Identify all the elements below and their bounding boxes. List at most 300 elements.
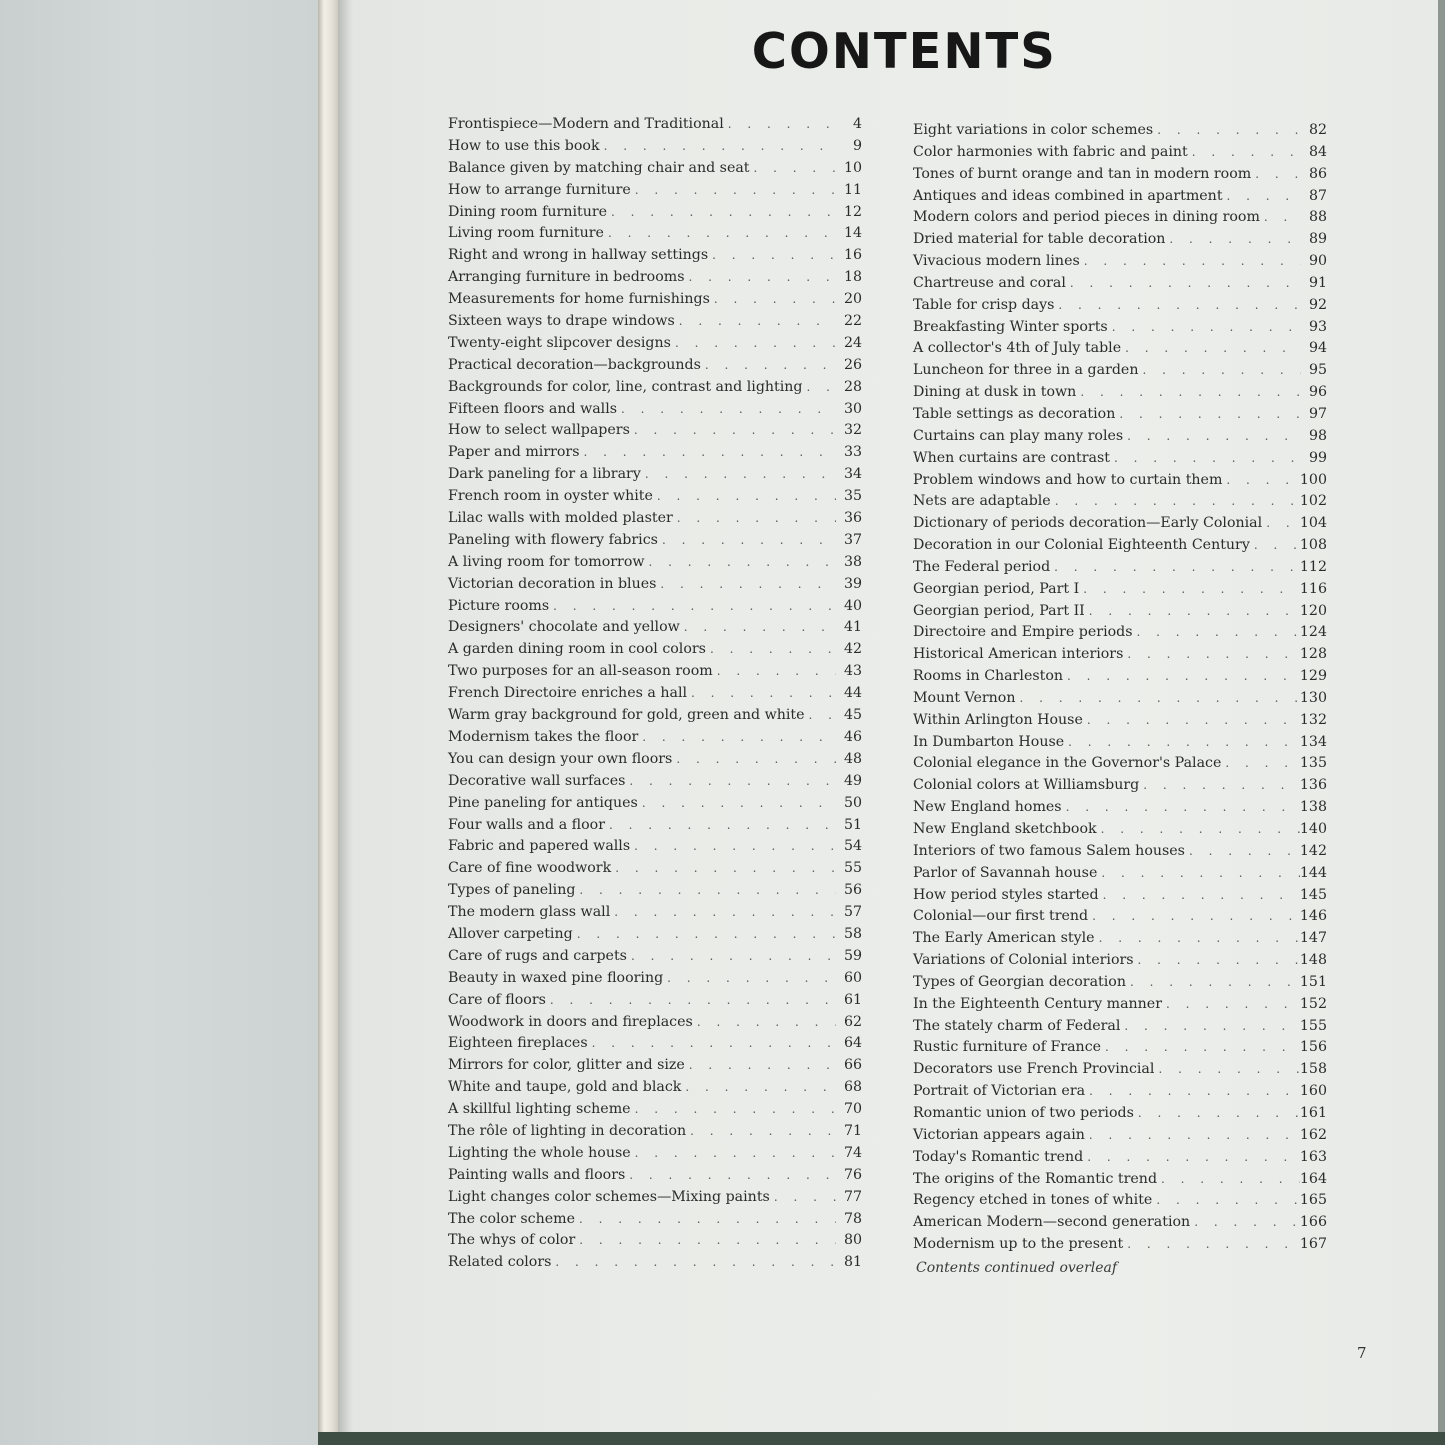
toc-entry	[448, 266, 862, 288]
toc-entry-title: Table for crisp days	[913, 296, 1055, 313]
dot-leader	[656, 573, 836, 595]
toc-entry-page-number: 136	[1299, 777, 1327, 794]
toc-entry-title: Antiques and ideas combined in apartment	[913, 187, 1223, 204]
dot-leader	[1123, 1233, 1300, 1255]
toc-entry	[913, 796, 1327, 818]
toc-entry-page-number: 58	[843, 925, 862, 942]
dot-leader	[673, 507, 836, 529]
toc-entry	[913, 1146, 1327, 1168]
toc-entry-title: Two purposes for an all-season room	[448, 663, 713, 680]
toc-entry	[913, 1058, 1327, 1080]
toc-entry-page-number: 92	[1308, 296, 1327, 313]
toc-entry-title: Eight variations in color schemes	[913, 122, 1154, 138]
toc-entry	[448, 748, 862, 770]
toc-entry-page-number: 70	[843, 1101, 862, 1118]
toc-entry-page-number: 94	[1308, 340, 1327, 357]
dot-leader	[1050, 556, 1300, 578]
toc-entry	[913, 840, 1327, 862]
dot-leader	[1066, 272, 1301, 294]
toc-entry-page-number: 140	[1299, 821, 1327, 837]
dot-leader	[1188, 141, 1301, 163]
toc-entry-page-number: 161	[1299, 1104, 1327, 1121]
toc-entry-page-number: 120	[1299, 602, 1327, 619]
dot-leader	[627, 945, 836, 967]
toc-entry-title: In the Eighteenth Century manner	[913, 995, 1162, 1012]
toc-entry-page-number: 32	[843, 422, 862, 439]
toc-entry-title: Vivacious modern lines	[913, 253, 1080, 270]
toc-entry-page-number: 61	[843, 991, 862, 1008]
toc-entry-title: Lighting the whole house	[448, 1144, 631, 1161]
toc-entry-title: Nets are adaptable	[913, 493, 1051, 510]
toc-entry	[448, 463, 862, 485]
toc-entry-title: Dining at dusk in town	[913, 384, 1077, 401]
dot-leader	[1133, 621, 1300, 643]
toc-entry	[913, 556, 1327, 578]
toc-entry-page-number: 80	[843, 1232, 862, 1249]
toc-entry	[448, 157, 862, 179]
toc-entry-page-number: 145	[1299, 886, 1327, 903]
dot-leader	[675, 310, 836, 332]
dot-leader	[625, 1164, 836, 1186]
dot-leader	[1064, 731, 1300, 753]
toc-entry-page-number: 142	[1299, 842, 1327, 859]
dot-leader	[653, 485, 836, 507]
toc-entry-title: Paper and mirrors	[448, 444, 580, 461]
dot-leader	[1063, 665, 1300, 687]
toc-entry-page-number: 74	[843, 1144, 862, 1161]
toc-entry	[448, 1098, 862, 1120]
dot-leader	[1051, 490, 1300, 512]
dot-leader	[631, 1098, 836, 1120]
toc-entry	[913, 993, 1327, 1015]
dot-leader	[1134, 949, 1300, 971]
toc-entry	[913, 490, 1327, 512]
toc-entry-page-number: 51	[843, 816, 862, 833]
toc-entry	[913, 709, 1327, 731]
toc-entry-page-number: 98	[1308, 427, 1327, 444]
dot-leader	[658, 529, 836, 551]
toc-entry-title: American Modern—second generation	[913, 1214, 1191, 1231]
toc-entry-page-number: 86	[1308, 165, 1327, 182]
toc-entry	[448, 923, 862, 945]
dot-leader	[1154, 1058, 1299, 1080]
toc-entry-title: Living room furniture	[448, 225, 604, 242]
dot-leader	[1157, 1168, 1300, 1190]
toc-entry-page-number: 43	[843, 663, 862, 680]
toc-entry-title: Victorian appears again	[913, 1126, 1085, 1143]
dot-leader	[1120, 1015, 1299, 1037]
toc-entry-page-number: 162	[1299, 1126, 1327, 1143]
toc-entry-title: Today's Romantic trend	[913, 1148, 1084, 1165]
toc-entry-page-number: 36	[843, 510, 862, 527]
toc-entry	[448, 485, 862, 507]
toc-entry	[448, 551, 862, 573]
toc-entry	[448, 1229, 862, 1251]
toc-entry-title: Colonial colors at Williamsburg	[913, 777, 1140, 794]
toc-entry-title: Types of Georgian decoration	[913, 973, 1126, 990]
dot-leader	[1062, 796, 1300, 818]
toc-entry	[913, 643, 1327, 665]
toc-entry	[913, 752, 1327, 774]
toc-entry-title: Colonial elegance in the Governor's Palace	[913, 755, 1222, 772]
toc-entry	[448, 222, 862, 244]
toc-entry-page-number: 87	[1308, 187, 1327, 204]
toc-entry	[913, 425, 1327, 447]
dot-leader	[1097, 862, 1300, 884]
dot-leader	[1110, 447, 1301, 469]
toc-entry-title: The modern glass wall	[448, 904, 611, 921]
toc-entry-page-number: 56	[843, 882, 862, 899]
toc-entry	[448, 1251, 862, 1273]
dot-leader	[750, 157, 836, 179]
dot-leader	[805, 704, 836, 726]
toc-entry	[913, 884, 1327, 906]
toc-entry-page-number: 62	[843, 1013, 862, 1030]
toc-entry	[913, 250, 1327, 272]
toc-entry	[913, 1015, 1327, 1037]
toc-entry	[448, 441, 862, 463]
toc-entry-title: Paneling with flowery fabrics	[448, 531, 658, 548]
dot-leader	[630, 419, 836, 441]
toc-entry-title: Problem windows and how to curtain them	[913, 471, 1223, 488]
toc-entry-title: Directoire and Empire periods	[913, 624, 1133, 641]
toc-entry-page-number: 97	[1308, 405, 1327, 422]
toc-entry-title: Allover carpeting	[448, 925, 573, 942]
toc-entry-title: New England sketchbook	[913, 821, 1097, 837]
dot-leader	[1223, 185, 1301, 207]
toc-entry-title: Color harmonies with fabric and paint	[913, 143, 1188, 160]
toc-entry	[913, 1124, 1327, 1146]
dot-leader	[1076, 381, 1301, 403]
dot-leader	[1251, 163, 1301, 185]
toc-entry-page-number: 60	[843, 969, 862, 986]
toc-entry-title: Regency etched in tones of white	[913, 1192, 1153, 1209]
toc-entry	[913, 185, 1327, 207]
dot-leader	[1054, 294, 1301, 316]
dot-leader	[663, 967, 836, 989]
left-page-blank	[0, 0, 318, 1445]
toc-entry-page-number: 64	[843, 1035, 862, 1052]
dot-leader	[1190, 1211, 1300, 1233]
dot-leader	[575, 879, 836, 901]
toc-entry	[913, 534, 1327, 556]
toc-entry-title: A living room for tomorrow	[448, 553, 645, 570]
toc-entry	[448, 310, 862, 332]
dot-leader	[680, 616, 836, 638]
dot-leader	[605, 814, 836, 836]
toc-entry-page-number: 132	[1299, 711, 1327, 728]
toc-entry-page-number: 18	[843, 269, 862, 286]
dot-leader	[713, 660, 836, 682]
toc-entry-title: The color scheme	[448, 1210, 575, 1227]
toc-entry-page-number: 59	[843, 947, 862, 964]
toc-entry-title: In Dumbarton House	[913, 733, 1065, 750]
toc-entry-page-number: 42	[843, 641, 862, 658]
toc-entry-page-number: 78	[843, 1210, 862, 1227]
toc-entry	[913, 228, 1327, 250]
toc-entry	[448, 1164, 862, 1186]
dot-leader	[1138, 359, 1301, 381]
toc-entry-page-number: 129	[1299, 668, 1327, 685]
toc-entry-title: Care of fine woodwork	[448, 860, 612, 877]
dot-leader	[607, 201, 836, 223]
toc-entry-page-number: 57	[843, 904, 862, 921]
toc-entry	[913, 359, 1327, 381]
toc-entry-title: Curtains can play many roles	[913, 427, 1124, 444]
toc-entry-title: How to arrange furniture	[448, 181, 631, 198]
toc-entry-title: When curtains are contrast	[913, 449, 1110, 466]
toc-entry	[448, 1032, 862, 1054]
toc-entry-title: White and taupe, gold and black	[448, 1079, 682, 1096]
toc-entry-page-number: 54	[843, 838, 862, 855]
toc-entry-page-number: 20	[843, 291, 862, 308]
toc-entry	[913, 862, 1327, 884]
dot-leader	[611, 857, 836, 879]
toc-entry-page-number: 164	[1299, 1170, 1327, 1187]
toc-entry	[913, 447, 1327, 469]
toc-entry-title: Dictionary of periods decoration—Early Colonial	[913, 515, 1263, 532]
toc-entry	[448, 770, 862, 792]
toc-entry-title: Variations of Colonial interiors	[913, 952, 1134, 969]
toc-entry-page-number: 48	[843, 750, 862, 767]
toc-entry-page-number: 10	[843, 159, 862, 176]
toc-entry-page-number: 134	[1299, 733, 1327, 750]
toc-entry-title: Related colors	[448, 1254, 552, 1271]
toc-entry-page-number: 44	[843, 685, 862, 702]
toc-entry	[913, 1102, 1327, 1124]
toc-entry	[448, 814, 862, 836]
toc-entry-page-number: 91	[1308, 274, 1327, 291]
dot-leader	[770, 1186, 836, 1208]
toc-entry	[448, 660, 862, 682]
toc-entry-page-number: 28	[843, 378, 862, 395]
toc-entry	[448, 376, 862, 398]
dot-leader	[1097, 818, 1300, 840]
toc-entry-title: Four walls and a floor	[448, 816, 605, 833]
toc-entry-title: Within Arlington House	[913, 711, 1083, 728]
toc-entry-title: Colonial—our first trend	[913, 908, 1089, 925]
toc-entry-page-number: 148	[1299, 952, 1327, 969]
toc-entry-page-number: 71	[843, 1122, 862, 1139]
toc-entry-title: Luncheon for three in a garden	[913, 362, 1139, 379]
toc-entry-page-number: 99	[1308, 449, 1327, 466]
toc-entry-page-number: 147	[1299, 930, 1327, 947]
toc-entry-title: Measurements for home furnishings	[448, 291, 710, 308]
toc-entry	[913, 927, 1327, 949]
toc-entry	[448, 638, 862, 660]
toc-entry	[913, 316, 1327, 338]
dot-leader	[579, 441, 836, 463]
toc-entry	[913, 1168, 1327, 1190]
toc-entry-title: Chartreuse and coral	[913, 274, 1066, 291]
toc-entry-title: Picture rooms	[448, 597, 550, 614]
toc-entry-page-number: 50	[843, 794, 862, 811]
dot-leader	[1123, 643, 1300, 665]
toc-entry-title: Modernism takes the floor	[448, 728, 639, 745]
toc-entry-page-number: 165	[1299, 1192, 1327, 1209]
toc-entry	[448, 354, 862, 376]
toc-entry-title: Rooms in Charleston	[913, 668, 1064, 685]
dot-leader	[1153, 119, 1301, 141]
toc-entry-page-number: 55	[843, 860, 862, 877]
toc-entry-title: A skillful lighting scheme	[448, 1101, 631, 1118]
dot-leader	[706, 638, 836, 660]
dot-leader	[1088, 905, 1300, 927]
toc-entry	[448, 1054, 862, 1076]
toc-entry	[913, 1189, 1327, 1211]
toc-entry-page-number: 167	[1299, 1236, 1327, 1253]
dot-leader	[1085, 1080, 1300, 1102]
toc-entry-page-number: 37	[843, 531, 862, 548]
dot-leader	[708, 244, 836, 266]
toc-entry-title: How to use this book	[448, 137, 600, 154]
toc-entry-title: The whys of color	[448, 1232, 576, 1249]
dot-leader	[710, 288, 836, 310]
dot-leader	[672, 748, 836, 770]
dot-leader	[1083, 709, 1300, 731]
book-cover-edge	[318, 1432, 1445, 1445]
toc-entry-page-number: 16	[843, 247, 862, 264]
toc-entry	[913, 1211, 1327, 1233]
toc-entry-title: Painting walls and floors	[448, 1166, 626, 1183]
toc-entry-page-number: 112	[1299, 558, 1327, 575]
toc-entry-page-number: 130	[1299, 689, 1327, 706]
dot-leader	[573, 923, 836, 945]
toc-entry-page-number: 108	[1299, 537, 1327, 554]
toc-entry-page-number: 93	[1308, 318, 1327, 335]
dot-leader	[1250, 534, 1300, 556]
toc-entry	[448, 288, 862, 310]
dot-leader	[1079, 578, 1300, 600]
toc-entry-title: Georgian period, Part II	[913, 602, 1085, 619]
toc-entry-page-number: 39	[843, 575, 862, 592]
dot-leader	[625, 770, 836, 792]
toc-entry-page-number: 11	[843, 181, 862, 198]
dot-leader	[1095, 927, 1300, 949]
dot-leader	[1115, 403, 1301, 425]
toc-entry-page-number: 124	[1299, 624, 1327, 641]
toc-entry-title: Georgian period, Part I	[913, 580, 1080, 597]
toc-entry-page-number: 152	[1299, 995, 1327, 1012]
toc-entry-title: Tones of burnt orange and tan in modern room	[913, 165, 1252, 182]
toc-entry-title: How to select wallpapers	[448, 422, 630, 439]
toc-entry	[913, 665, 1327, 687]
toc-entry-title: Pine paneling for antiques	[448, 794, 638, 811]
toc-entry-page-number: 30	[843, 400, 862, 417]
dot-leader	[1016, 687, 1300, 709]
toc-entry-title: Table settings as decoration	[913, 405, 1116, 422]
toc-entry-title: Practical decoration—backgrounds	[448, 356, 701, 373]
toc-entry	[448, 419, 862, 441]
dot-leader	[631, 1142, 836, 1164]
toc-entry	[448, 179, 862, 201]
dot-leader	[1080, 250, 1301, 272]
toc-entry-title: Modern colors and period pieces in dining room	[913, 209, 1260, 226]
toc-entry	[913, 163, 1327, 185]
toc-entry-page-number: 104	[1299, 515, 1327, 532]
toc-entry-page-number: 45	[843, 707, 862, 724]
toc-entry	[913, 971, 1327, 993]
toc-entry	[448, 201, 862, 223]
dot-leader	[687, 682, 836, 704]
toc-entry-title: Breakfasting Winter sports	[913, 318, 1108, 335]
toc-entry-title: The rôle of lighting in decoration	[448, 1122, 687, 1139]
toc-entry-title: Victorian decoration in blues	[448, 575, 657, 592]
toc-entry	[448, 726, 862, 748]
dot-leader	[1165, 228, 1301, 250]
dot-leader	[701, 354, 836, 376]
toc-entry-page-number: 116	[1299, 580, 1327, 597]
dot-leader	[1134, 1102, 1300, 1124]
dot-leader	[1221, 752, 1300, 774]
dot-leader	[803, 376, 837, 398]
dot-leader	[1099, 884, 1300, 906]
dot-leader	[693, 1011, 836, 1033]
toc-entry-title: A collector's 4th of July table	[913, 340, 1122, 357]
toc-entry	[913, 1233, 1327, 1255]
toc-entry-page-number: 68	[843, 1079, 862, 1096]
toc-entry	[448, 1120, 862, 1142]
dot-leader	[1162, 993, 1300, 1015]
toc-entry-title: Light changes color schemes—Mixing paints	[448, 1188, 770, 1205]
toc-column-right	[913, 119, 1327, 1255]
toc-entry	[448, 113, 862, 135]
toc-entry-page-number: 38	[843, 553, 862, 570]
dot-leader	[638, 726, 836, 748]
toc-entry	[913, 272, 1327, 294]
toc-entry-title: Fifteen floors and walls	[448, 400, 618, 417]
toc-entry	[448, 879, 862, 901]
toc-entry	[913, 206, 1327, 228]
toc-entry-title: Woodwork in doors and fireplaces	[448, 1013, 693, 1030]
toc-entry-title: Mirrors for color, glitter and size	[448, 1057, 685, 1074]
toc-entry	[913, 381, 1327, 403]
toc-entry-title: Care of floors	[448, 991, 546, 1008]
dot-leader	[604, 222, 836, 244]
dot-leader	[671, 332, 836, 354]
dot-leader	[1126, 971, 1300, 993]
toc-entry	[913, 403, 1327, 425]
dot-leader	[1083, 1146, 1300, 1168]
toc-entry-page-number: 76	[843, 1166, 862, 1183]
toc-entry	[913, 469, 1327, 491]
toc-entry	[913, 119, 1327, 141]
toc-entry	[448, 989, 862, 1011]
book-spine-edge	[318, 0, 338, 1445]
toc-entry-title: Dining room furniture	[448, 203, 608, 220]
toc-entry	[448, 945, 862, 967]
toc-entry-title: Decorative wall surfaces	[448, 772, 626, 789]
toc-entry	[448, 135, 862, 157]
dot-leader	[546, 989, 836, 1011]
toc-entry	[913, 1036, 1327, 1058]
toc-entry-page-number: 77	[843, 1188, 862, 1205]
toc-entry	[913, 578, 1327, 600]
toc-entry	[913, 141, 1327, 163]
dot-leader	[631, 179, 836, 201]
toc-entry	[448, 704, 862, 726]
toc-entry-title: The Federal period	[913, 558, 1051, 575]
toc-entry-title: A garden dining room in cool colors	[448, 641, 706, 658]
toc-entry	[448, 792, 862, 814]
toc-entry-title: Parlor of Savannah house	[913, 864, 1098, 881]
page-number: 7	[1357, 1344, 1367, 1362]
toc-entry-title: How period styles started	[913, 886, 1099, 903]
toc-entry	[913, 512, 1327, 534]
toc-entry-title: Historical American interiors	[913, 646, 1124, 663]
toc-entry-page-number: 46	[843, 728, 862, 745]
dot-leader	[724, 113, 836, 135]
